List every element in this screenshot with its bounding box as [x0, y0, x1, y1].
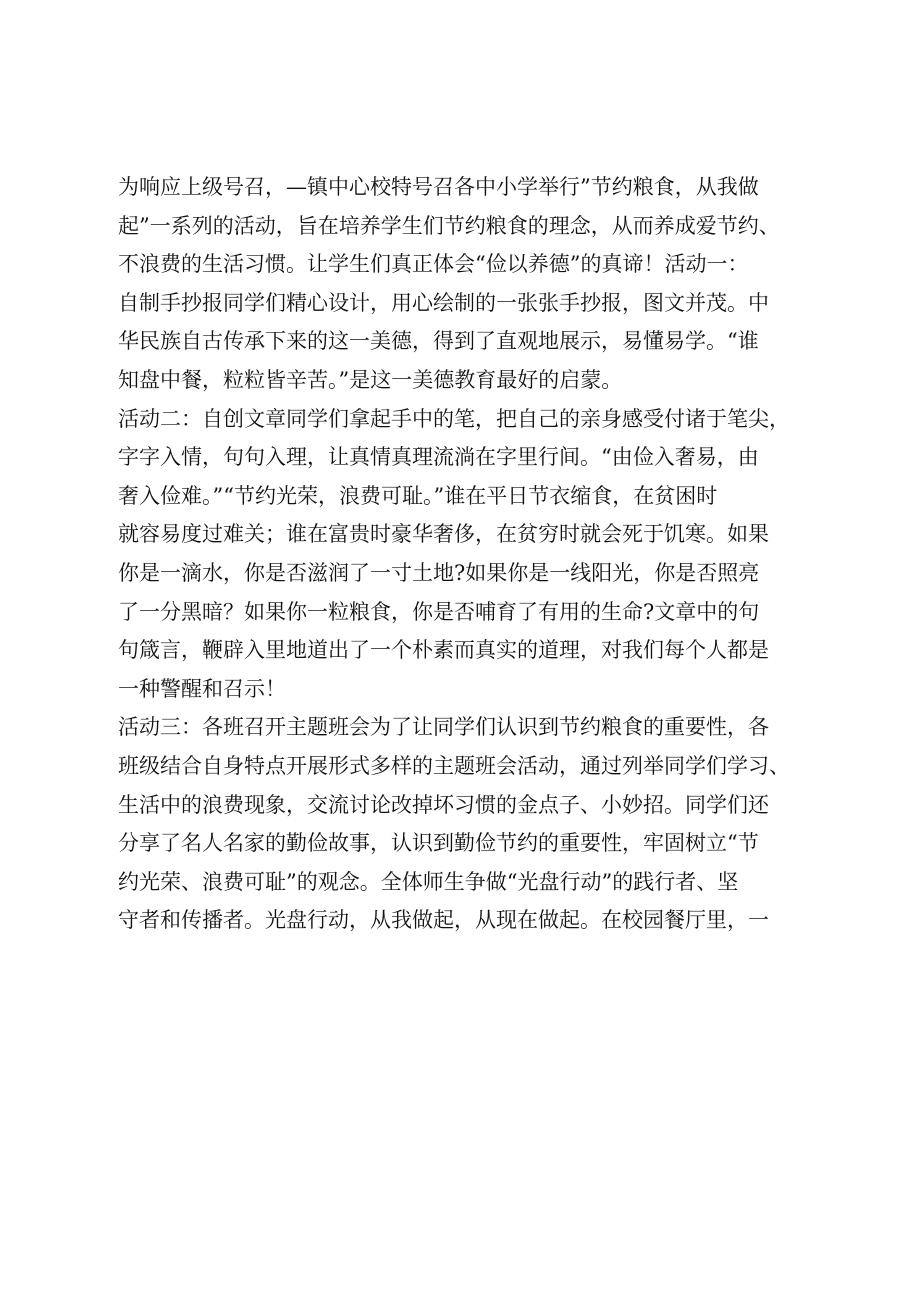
text-line: 约光荣、浪费可耻”的观念。全体师生争做“光盘行动”的践行者、坚 — [118, 869, 739, 894]
text-line: 奢入俭难。”“节约光荣，浪费可耻。”谁在平日节衣缩食，在贫困时 — [118, 483, 718, 508]
body-text — [118, 168, 848, 940]
text-line: 守者和传播者。光盘行动，从我做起，从现在做起。在校园餐厅里，一 — [118, 908, 769, 933]
text-line: 句箴言，鞭辟入里地道出了一个朴素而真实的道理，对我们每个人都是 — [118, 638, 769, 663]
text-line: 班级结合自身特点开展形式多样的主题班会活动，通过列举同学们学习、 — [118, 753, 790, 778]
text-line: 起”一系列的活动，旨在培养学生们节约粮食的理念，从而养成爱节约、 — [118, 213, 780, 238]
text-line: 为响应上级号召，—镇中心校特号召各中小学举行”节约粮食，从我做 — [118, 175, 759, 199]
text-line: 了一分黑暗？如果你一粒粮食，你是否哺育了有用的生命?文章中的句 — [118, 599, 760, 624]
text-line: 就容易度过难关；谁在富贵时豪华奢侈，在贫穷时就会死于饥寒。如果 — [118, 522, 769, 547]
text-line: 你是一滴水，你是否滋润了一寸土地?如果你是一线阳光，你是否照亮 — [118, 560, 760, 585]
text-line: 活动二：自创文章同学们拿起手中的笔，把自己的亲身感受付诸于笔尖， — [118, 406, 790, 431]
text-line: 华民族自古传承下来的这一美德，得到了直观地展示，易懂易学。“谁 — [118, 329, 759, 354]
text-line: 活动三：各班召开主题班会为了让同学们认识到节约粮食的重要性，各 — [118, 715, 769, 740]
text-line: 字字入情，句句入理，让真情真理流淌在字里行间。“由俭入奢易，由 — [118, 445, 759, 470]
text-line: 知盘中餐，粒粒皆辛苦。”是这一美德教育最好的启蒙。 — [118, 367, 623, 392]
text-line: 生活中的浪费现象，交流讨论改掉坏习惯的金点子、小妙招。同学们还 — [118, 792, 769, 817]
text-line: 不浪费的生活习惯。让学生们真正体会“俭以养德”的真谛！活动一： — [118, 252, 749, 277]
text-line: 一种警醒和召示！ — [118, 676, 286, 701]
text-line: 自制手抄报同学们精心设计，用心绘制的一张张手抄报，图文并茂。中 — [118, 290, 769, 315]
text-line: 分享了名人名家的勤俭故事，认识到勤俭节约的重要性，牢固树立“节 — [118, 831, 759, 856]
